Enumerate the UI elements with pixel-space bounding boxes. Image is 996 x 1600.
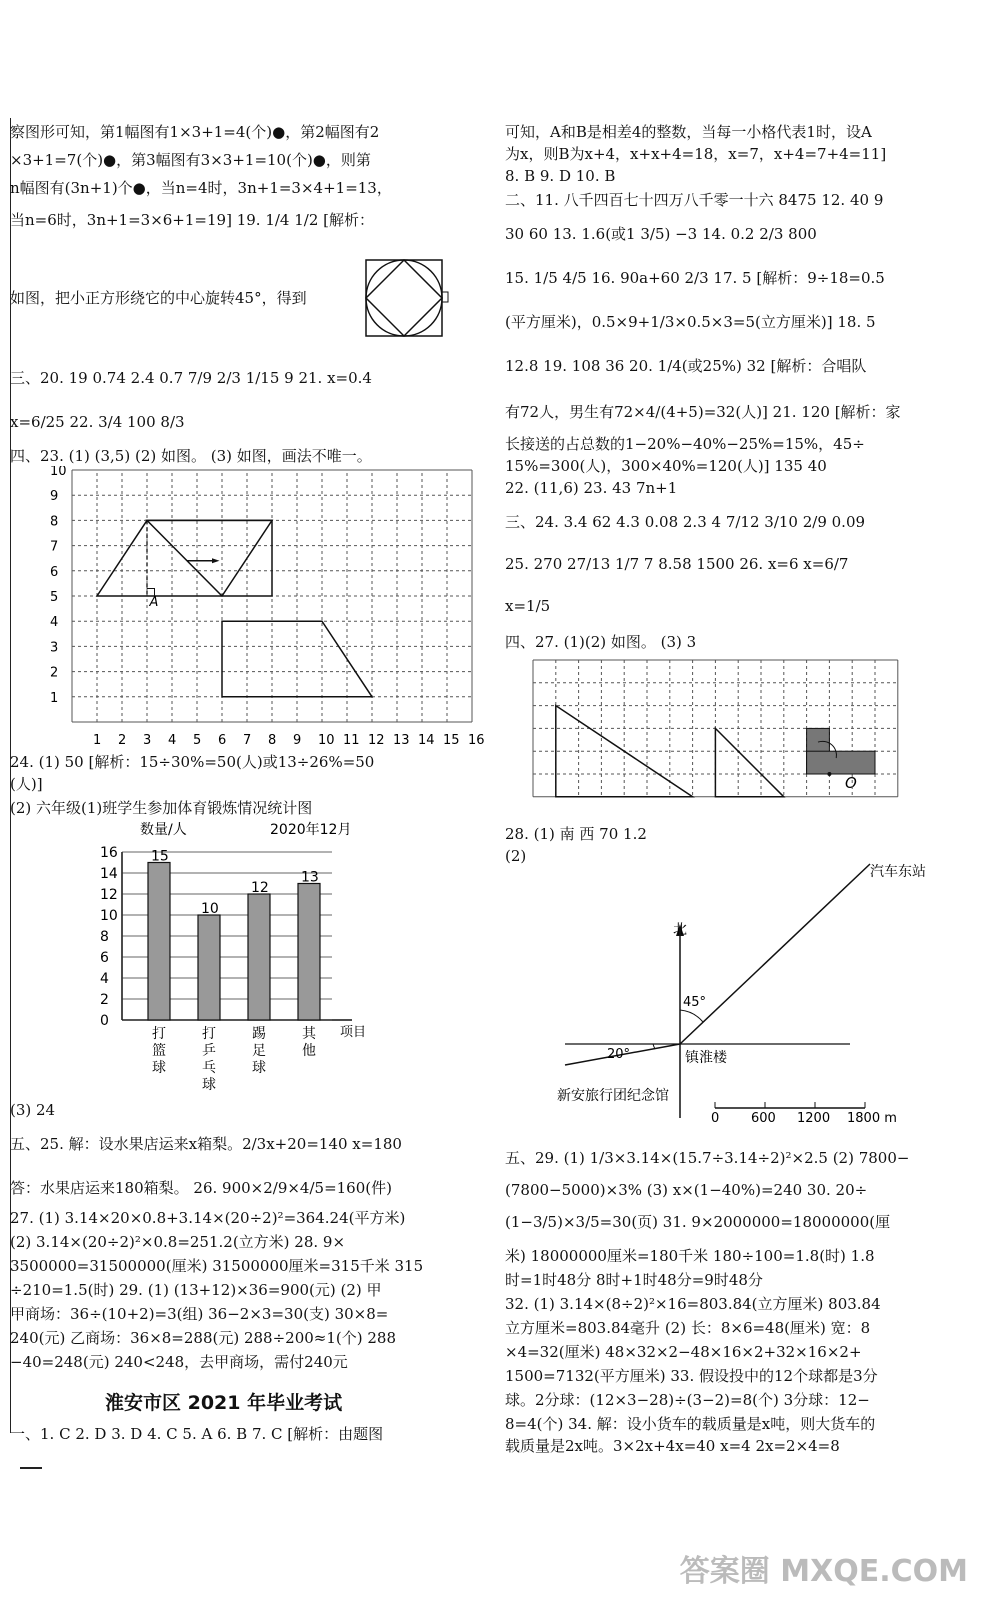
text-line: 15%=300(人)，300×40%=120(人)] 135 40 — [505, 457, 827, 475]
text-line: ÷210=1.5(时) 29. (1) (13+12)×36=900(元) (2) 甲 — [10, 1281, 382, 1299]
angle-arc-45 — [680, 1010, 703, 1022]
y-tick-label: 16 — [100, 845, 118, 861]
text-line: 五、25. 解：设水果店运来x箱梨。2/3x+20=140 x=180 — [10, 1135, 402, 1153]
category-label-char: 打 — [152, 1026, 166, 1042]
point-a-label: A — [149, 595, 159, 611]
text-line: 1500=7132(平方厘米) 33. 假设投中的12个球都是3分 — [505, 1367, 878, 1385]
bar — [248, 894, 270, 1020]
x-tick-label: 3 — [143, 733, 152, 748]
category-label-char: 他 — [302, 1043, 316, 1059]
x-tick-label: 16 — [468, 733, 485, 748]
x-tick-label: 15 — [443, 733, 460, 748]
angle-45-label: 45° — [683, 995, 707, 1010]
text-line: 四、27. (1)(2) 如图。 (3) 3 — [505, 633, 697, 651]
x-tick-label: 13 — [393, 733, 410, 748]
y-tick-label: 2 — [100, 992, 109, 1008]
move-arrowhead — [212, 558, 220, 563]
category-label-char: 篮 — [152, 1043, 166, 1059]
y-tick-label: 10 — [50, 466, 67, 479]
text-line: 甲商场：36÷(10+2)=3(组) 36−2×3=30(支) 30×8= — [10, 1305, 389, 1323]
y-tick-label: 6 — [50, 564, 59, 580]
category-label-char: 足 — [252, 1043, 266, 1059]
y-tick-label: 5 — [50, 590, 59, 605]
text-line: 二、11. 八千四百七十四万八千零一十六 8475 12. 40 9 — [505, 191, 884, 209]
bar-value-label: 13 — [301, 869, 319, 886]
shaded-rect — [807, 751, 875, 774]
scale-label: 0 — [711, 1111, 720, 1126]
x-tick-label: 5 — [193, 733, 202, 748]
text-line: x=1/5 — [505, 597, 551, 615]
y-tick-label: 3 — [50, 640, 59, 656]
x-tick-label: 11 — [343, 733, 360, 748]
chart-title: 2020年12月 — [270, 822, 352, 838]
category-label-char: 踢 — [252, 1026, 266, 1042]
north-label: 北 — [673, 922, 687, 938]
y-tick-label: 6 — [100, 950, 109, 966]
y-tick-label: 0 — [100, 1013, 109, 1029]
text-line: 答：水果店运来180箱梨。 26. 900×2/9×4/5=160(件) — [10, 1179, 392, 1197]
y-tick-label: 8 — [50, 514, 59, 530]
text-line: 32. (1) 3.14×(8÷2)²×16=803.84(立方厘米) 803.84 — [505, 1295, 881, 1313]
bar — [148, 863, 170, 1021]
point-o-label: O — [845, 774, 857, 792]
x-tick-label: 2 — [118, 733, 127, 748]
translated-figure — [147, 520, 272, 596]
text-line: 五、29. (1) 1/3×3.14×(15.7÷3.14÷2)²×2.5 (2) 7800− — [505, 1149, 910, 1167]
text-line: (平方厘米)，0.5×9+1/3×0.5×3=5(立方厘米)] 18. 5 — [505, 313, 876, 331]
y-tick-label: 2 — [50, 665, 59, 681]
watermark: 答案圈 MXQE.COM — [679, 1554, 968, 1589]
text-line: 25. 270 27/13 1/7 7 8.58 1500 26. x=6 x=6/7 — [505, 555, 849, 573]
text-line: n幅图有(3n+1)个●，当n=4时，3n+1=3×4+1=13， — [10, 179, 392, 197]
text-line: (2) — [505, 847, 527, 865]
text-line: 三、24. 3.4 62 4.3 0.08 2.3 4 7/12 3/10 2/9 0.09 — [505, 513, 866, 531]
text-line: 240(元) 乙商场：36×8=288(元) 288÷200≈1(个) 288 — [10, 1329, 397, 1347]
chart-ylabel: 数量/人 — [140, 822, 187, 838]
y-tick-label: 8 — [100, 929, 109, 945]
text-line: 察图形可知，第1幅图有1×3+1=4(个)●，第2幅图有2 — [10, 123, 380, 141]
text-line: 28. (1) 南 西 70 1.2 — [505, 825, 647, 843]
y-tick-label: 10 — [100, 908, 118, 924]
x-tick-label: 8 — [268, 733, 277, 748]
text-line: −40=248(元) 240<248，去甲商场，需付240元 — [10, 1353, 348, 1371]
point-o — [827, 772, 831, 776]
category-label-char: 乒 — [202, 1043, 216, 1059]
category-label-char: 球 — [152, 1060, 166, 1076]
text-line: 有72人，男生有72×4/(4+5)=32(人)] 21. 120 [解析：家 — [505, 403, 901, 421]
x-tick-label: 4 — [168, 733, 177, 748]
text-line: 可知，A和B是相差4的整数，当每一小格代表1时，设A — [505, 123, 872, 141]
text-line: x=6/25 22. 3/4 100 8/3 — [10, 413, 185, 431]
chart-xlabel: 项目 — [340, 1025, 367, 1040]
y-tick-label: 14 — [100, 866, 118, 882]
text-line: (人)] — [10, 775, 43, 793]
section-title: 淮安市区 2021 年毕业考试 — [105, 1392, 343, 1414]
category-label-char: 其 — [302, 1026, 316, 1042]
x-tick-label: 10 — [318, 733, 335, 748]
bar — [198, 915, 220, 1020]
text-line: ×4=32(厘米) 48×32×2−48×16×2+32×16×2+ — [505, 1343, 862, 1361]
y-tick-label: 1 — [50, 690, 59, 706]
grid-figure-27 — [525, 652, 905, 802]
rotated-square-figure — [360, 256, 460, 340]
text-line: 8. B 9. D 10. B — [505, 167, 616, 185]
text-line: 24. (1) 50 [解析：15÷30%=50(人)或13÷26%=50 — [10, 753, 375, 771]
chart-caption: (2) 六年级(1)班学生参加体育锻炼情况统计图 — [10, 799, 313, 817]
y-tick-label: 7 — [50, 539, 59, 555]
y-tick-label: 12 — [100, 887, 118, 903]
text-line: 三、20. 19 0.74 2.4 0.7 7/9 2/3 1/15 9 21. x=0.4 — [10, 369, 372, 387]
text-line: 立方厘米=803.84毫升 (2) 长：8×6=48(厘米) 宽：8 — [505, 1319, 871, 1337]
text-line: 15. 1/5 4/5 16. 90a+60 2/3 17. 5 [解析：9÷18=0.5 — [505, 269, 885, 287]
text-line: 载质量是2x吨。3×2x+4x=40 x=4 2x=2×4=8 — [505, 1437, 840, 1455]
coordinate-grid-23 — [20, 466, 490, 748]
text-line: 四、23. (1) (3,5) (2) 如图。 (3) 如图，画法不唯一。 — [10, 447, 372, 465]
text-line: (3) 24 — [10, 1101, 56, 1119]
text-line: (7800−5000)×3% (3) x×(1−40%)=240 30. 20÷ — [505, 1181, 868, 1199]
small-triangle — [715, 728, 783, 796]
bar — [298, 884, 320, 1021]
text-line: 如图，把小正方形绕它的中心旋转45°，得到 — [10, 289, 307, 307]
route-to-station — [680, 864, 870, 1044]
x-tick-label: 1 — [93, 733, 102, 748]
scale-label: 1200 — [797, 1111, 831, 1126]
scale-label: 1800 m — [847, 1111, 897, 1126]
category-label-char: 球 — [202, 1077, 216, 1093]
center-label: 镇淮楼 — [685, 1050, 727, 1066]
angle-20-label: 20° — [607, 1047, 631, 1062]
text-line: 27. (1) 3.14×20×0.8+3.14×(20÷2)²=364.24(平方米) — [10, 1209, 406, 1227]
x-tick-label: 12 — [368, 733, 385, 748]
text-line: 时=1时48分 8时+1时48分=9时48分 — [505, 1271, 763, 1289]
text-line: (1−3/5)×3/5=30(页) 31. 9×2000000=18000000(厘 — [505, 1213, 891, 1231]
scale-label: 600 — [751, 1111, 776, 1126]
x-tick-label: 7 — [243, 733, 252, 748]
category-label-char: 乓 — [202, 1060, 216, 1076]
text-line: 为x，则B为x+4，x+x+4=18，x=7，x+4=7+4=11] — [505, 145, 887, 163]
text-line: 3500000=31500000(厘米) 31500000厘米=315千米 315 — [10, 1257, 424, 1275]
text-line: 球。2分球：(12×3−28)÷(3−2)=8(个) 3分球：12− — [505, 1391, 870, 1409]
text-line: ×3+1=7(个)●，第3幅图有3×3+1=10(个)●，则第 — [10, 151, 371, 169]
text-line: 米) 18000000厘米=180千米 180÷100=1.8(时) 1.8 — [505, 1247, 875, 1265]
y-tick-label: 9 — [50, 489, 59, 505]
x-tick-label: 14 — [418, 733, 435, 748]
text-line: 当n=6时，3n+1=3×6+1=19] 19. 1/4 1/2 [解析： — [10, 211, 374, 229]
x-tick-label: 6 — [218, 733, 227, 748]
bar-value-label: 15 — [151, 848, 169, 865]
category-label-char: 打 — [202, 1026, 216, 1042]
bottom-rule — [20, 1467, 42, 1469]
y-tick-label: 4 — [100, 971, 109, 987]
text-line: 30 60 13. 1.6(或1 3/5) −3 14. 0.2 2/3 800 — [505, 225, 817, 243]
bar-chart — [70, 818, 390, 1098]
text-line: 22. (11,6) 23. 43 7n+1 — [505, 479, 678, 497]
text-line: 长接送的占总数的1−20%−40%−25%=15%，45÷ — [505, 435, 865, 453]
category-label-char: 球 — [252, 1060, 266, 1076]
text-line: (2) 3.14×(20÷2)²×0.8=251.2(立方米) 28. 9× — [10, 1233, 346, 1251]
text-line: 12.8 19. 108 36 20. 1/4(或25%) 32 [解析：合唱队 — [505, 357, 867, 375]
y-tick-label: 4 — [50, 615, 59, 631]
memorial-label: 新安旅行团纪念馆 — [557, 1088, 669, 1104]
text-line: 8=4(个) 34. 解：设小货车的载质量是x吨，则大货车的 — [505, 1415, 876, 1433]
bar-value-label: 10 — [201, 901, 219, 917]
bar-value-label: 12 — [251, 880, 269, 896]
text-line: 一、1. C 2. D 3. D 4. C 5. A 6. B 7. C [解析：由题图 — [10, 1425, 384, 1443]
x-tick-label: 9 — [293, 733, 302, 748]
station-label: 汽车东站 — [870, 864, 926, 880]
direction-map-28 — [545, 860, 985, 1130]
